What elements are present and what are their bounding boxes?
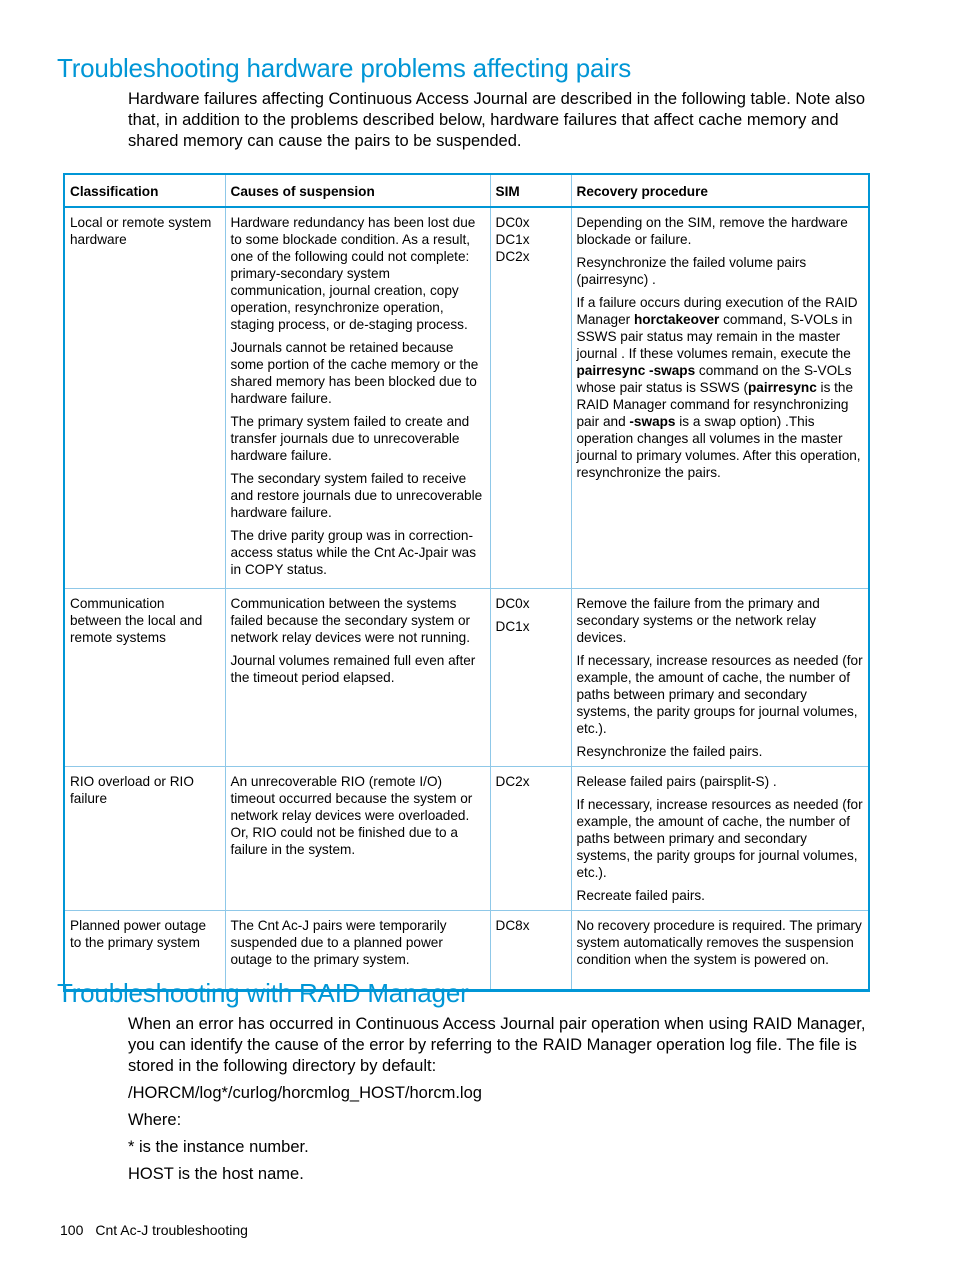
cell-causes: Hardware redundancy has been lost due to some blockade condition. As a result, one of the following could not complete: primary-secondary system communication, journal creation, copy operation, resynchronize operation, staging process, or de-staging process. Journals cannot be retained because some portion of the cache memory or the shared memory has been blocked due to hardware failure. The primary system failed to create and transfer journals due to unrecoverable hardware failure. The secondary system failed to receive and restore journals due to unrecoverable hardware failure. The drive parity group was in correction-access status while the Cnt Ac-Jpair was in COPY status.	[225, 207, 490, 588]
log-file-path: /HORCM/log*/curlog/horcmlog_HOST/horcm.log	[128, 1084, 482, 1102]
cell-recovery: Depending on the SIM, remove the hardware blockade or failure. Resynchronize the failed volume pairs (pairresync) . If a failure occurs during execution of the RAID Manager horctakeover command, S-VOLs in SSWS pair status may remain in the master journal . If these volumes remain, execute the pairresync -swaps command on the S-VOLs whose pair status is SSWS (pairresync is the RAID Manager command for resynchronizing pair and -swaps is a swap option) .This operation changes all volumes in the master journal to primary volumes. After this operation, resynchronize the pairs.	[571, 207, 869, 588]
cell-recovery: Release failed pairs (pairsplit-S) . If necessary, increase resources as needed (for example, the amount of cache, the number of paths between primary and secondary systems, the parity groups for journal volumes, etc.). Recreate failed pairs.	[571, 766, 869, 910]
header-classification: Classification	[64, 174, 225, 207]
cell-causes: The Cnt Ac-J pairs were temporarily suspended due to a planned power outage to the primary system.	[225, 910, 490, 990]
cell-causes: Communication between the systems failed because the secondary system or network relay devices were not running. Journal volumes remained full even after the timeout period elapsed.	[225, 588, 490, 766]
footer-chapter-title: Cnt Ac-J troubleshooting	[95, 1222, 248, 1238]
cell-causes: An unrecoverable RIO (remote I/O) timeout occurred because the system or network relay devices were overloaded. Or, RIO could not be finished due to a failure in the system.	[225, 766, 490, 910]
table-row	[64, 588, 869, 766]
cell-recovery: Remove the failure from the primary and secondary systems or the network relay devices. If necessary, increase resources as needed (for example, the amount of cache, the number of paths between primary and secondary systems, the parity groups for journal volumes, etc.). Resynchronize the failed pairs.	[571, 588, 869, 766]
hardware-problems-table	[63, 173, 870, 992]
cell-recovery: No recovery procedure is required. The primary system automatically removes the suspension condition when the system is powered on.	[571, 910, 869, 990]
cell-classification: Communication between the local and remote systems	[64, 588, 225, 766]
section-intro-raid-manager: When an error has occurred in Continuous Access Journal pair operation when using RAID Manager, you can identify the cause of the error by referring to the RAID Manager operation log file. The file is stored in the following directory by default:	[128, 1015, 866, 1075]
section-title-hardware: Troubleshooting hardware problems affecting pairs	[57, 53, 632, 83]
section-intro-hardware: Hardware failures affecting Continuous Access Journal are described in the following table. Note also that, in addition to the problems described below, hardware failures that affect cache memory and shared memory can cause the pairs to be suspended.	[128, 90, 866, 150]
table-row	[64, 766, 869, 910]
table-header-row	[64, 174, 869, 207]
cell-sim: DC0x DC1x	[490, 588, 571, 766]
cell-classification: RIO overload or RIO failure	[64, 766, 225, 910]
header-causes: Causes of suspension	[225, 174, 490, 207]
cell-sim: DC2x	[490, 766, 571, 910]
where-label: Where:	[128, 1111, 182, 1129]
cell-classification: Local or remote system hardware	[64, 207, 225, 588]
header-recovery: Recovery procedure	[571, 174, 869, 207]
cell-sim: DC0x DC1x DC2x	[490, 207, 571, 588]
section-title-raid-manager: Troubleshooting with RAID Manager	[57, 978, 469, 1008]
header-sim: SIM	[490, 174, 571, 207]
page-number: 100	[60, 1222, 84, 1238]
cell-classification: Planned power outage to the primary system	[64, 910, 225, 990]
table-row	[64, 207, 869, 588]
cell-sim: DC8x	[490, 910, 571, 990]
instance-number-note: * is the instance number.	[128, 1138, 309, 1156]
host-name-note: HOST is the host name.	[128, 1165, 304, 1183]
page-footer	[60, 1222, 248, 1238]
